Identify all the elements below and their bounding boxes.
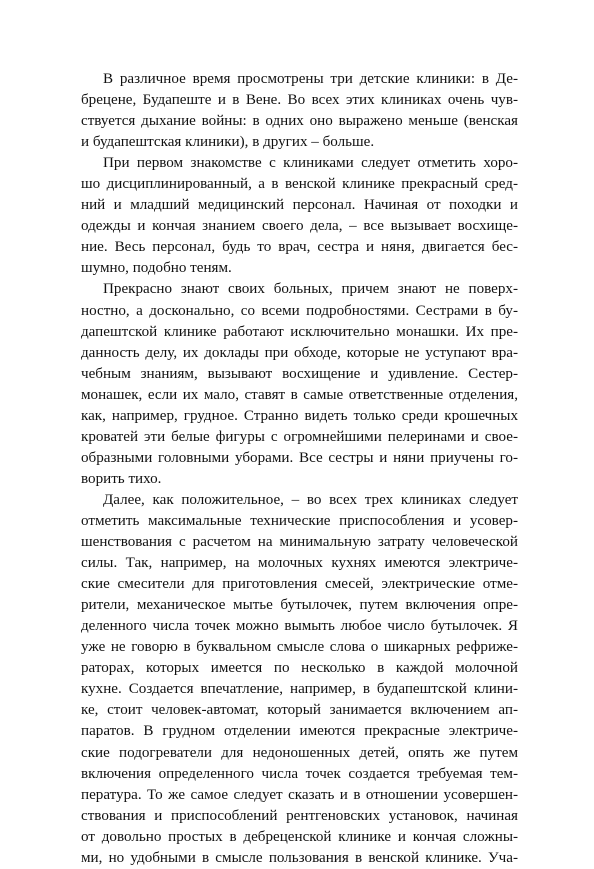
text-line: раторах, которых имеется по несколько в каждой молочной [81, 660, 518, 677]
text-line: монашек, если их мало, ставят в самые ответственные отделения, [81, 386, 518, 403]
text-line: дапештской клинике работают исключительно монашки. Их пре- [81, 323, 518, 340]
text-line: ские подогреватели для недоношенных детей, опять же путем [81, 744, 518, 761]
text-line: шенствования с расчетом на минимальную затрату человеческой [81, 534, 518, 551]
paragraph-3 [81, 279, 518, 489]
paragraph-1 [81, 69, 518, 153]
text-line: чебным знаниям, вызывают восхищение и удивление. Сестер- [81, 365, 518, 382]
text-line: силы. Так, например, на молочных кухнях имеются электриче- [81, 555, 518, 572]
text-line: ние. Весь персонал, будь то врач, сестра и няня, двигается бес- [81, 239, 518, 256]
text-line: паратов. В грудном отделении имеются прекрасные электриче- [81, 723, 518, 740]
text-line: уже не говорю в буквальном смысле слова о шикарных рефриже- [81, 639, 518, 656]
text-line: ми, но удобными в смысле пользования в венской клинике. Уча- [81, 849, 518, 866]
text-line: от довольно простых в дебреценской клинике и кончая сложны- [81, 828, 518, 845]
text-line: В различное время просмотрены три детские клиники: в Де- [103, 71, 518, 87]
text-line: ствуется дыхание войны: в одних оно выражено меньше (венская [81, 113, 518, 130]
text-line: как, например, грудное. Странно видеть только среди крошечных [81, 407, 518, 424]
text-line: Далее, как положительное, – во всех трех клиниках следует [103, 491, 518, 508]
paragraph-4 [81, 490, 518, 869]
text-line: шумно, подобно теням. [81, 260, 232, 277]
text-line: включения определенного числа точек создается требуемая тем- [81, 765, 518, 782]
text-line: шо дисциплинированный, а в венской клинике прекрасный сред- [81, 176, 518, 193]
text-line: ствования и приспособлений рентгеновских установок, начиная [81, 807, 518, 824]
text-line: брецене, Будапеште и в Вене. Во всех этих клиниках очень чув- [81, 92, 518, 109]
paragraph-2 [81, 153, 518, 279]
text-line: рители, механическое мытье бутылочек, путем включения опре- [81, 597, 518, 614]
text-line: ностно, а досконально, со всеми подробностями. Сестрами в бу- [81, 302, 518, 319]
text-line: пература. То же самое следует сказать и в отношении усовершен- [81, 786, 518, 803]
text-line: Прекрасно знают своих больных, причем знают не поверх- [103, 281, 518, 298]
text-line: и будапештская клиники), в других – больше. [81, 134, 375, 151]
text-line: ний и младший медицинский персонал. Начиная от походки и [81, 197, 518, 214]
text-line: отметить максимальные технические приспособления и усовер- [81, 512, 518, 529]
text-line: ворить тихо. [81, 470, 162, 487]
text-line: ке, стоит человек-автомат, который занимается включением ап- [81, 702, 518, 719]
text-line: кроватей эти белые фигуры с огромнейшими пелеринами и свое- [81, 428, 518, 445]
text-line: данность делу, их доклады при обходе, которые не уступают вра- [81, 344, 518, 361]
text-line: ские смесители для приготовления смесей, электрические отме- [81, 576, 518, 593]
text-line: одежды и кончая знанием своего дела, – все вызывает восхище- [81, 218, 518, 235]
text-line: кухне. Создается впечатление, например, в будапештской клини- [81, 681, 518, 698]
text-line: образными головными уборами. Все сестры и няни приучены го- [81, 449, 518, 466]
text-line: При первом знакомстве с клиниками следует отметить хоро- [103, 155, 518, 172]
text-line: деленного числа точек можно вымыть любое число бутылочек. Я [81, 618, 518, 635]
